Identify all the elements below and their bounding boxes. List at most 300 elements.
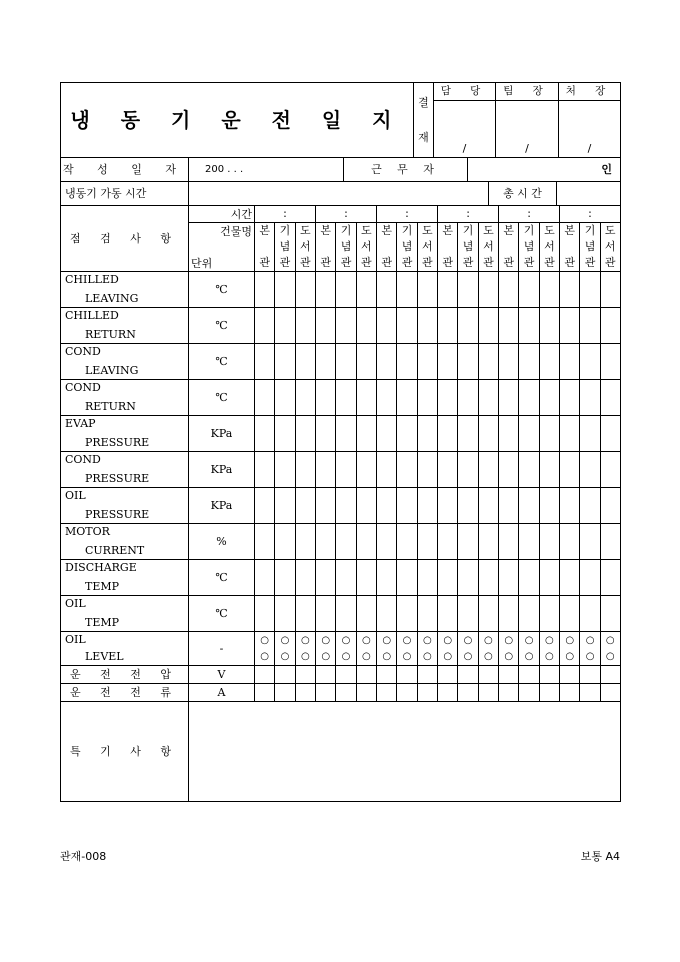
time-slot-5[interactable]: : [499,206,560,223]
reading-cell[interactable] [600,272,620,308]
reading-cell[interactable] [377,272,397,308]
reading-cell[interactable] [356,666,376,684]
reading-cell[interactable] [377,488,397,524]
reading-cell[interactable] [499,344,519,380]
reading-cell[interactable] [560,272,580,308]
reading-cell[interactable] [377,344,397,380]
reading-cell[interactable] [295,560,315,596]
unit-cell: - [189,632,255,666]
reading-cell[interactable] [438,524,458,560]
reading-cell[interactable] [397,344,417,380]
reading-cell[interactable] [438,596,458,632]
oil-level-cell[interactable] [275,632,295,666]
time-slot-6[interactable]: : [560,206,621,223]
reading-cell[interactable] [316,684,336,702]
reading-cell[interactable] [397,416,417,452]
building-name-char: 도 [356,223,376,240]
reading-cell[interactable] [560,308,580,344]
reading-cell[interactable] [356,344,376,380]
level-mark-icon: ○ [341,650,351,662]
reading-cell[interactable] [275,684,295,702]
building-label: 건물명 [189,223,255,240]
level-mark-icon: ○ [605,634,615,646]
reading-cell[interactable] [519,596,539,632]
reading-cell[interactable] [499,666,519,684]
reading-cell[interactable] [377,416,397,452]
building-name-char: 기 [397,223,417,240]
oil-level-cell[interactable] [600,632,620,666]
reading-cell[interactable] [539,560,559,596]
reading-cell[interactable] [336,416,356,452]
item-name-line1: OIL [65,633,86,646]
reading-cell[interactable] [580,596,600,632]
reading-cell[interactable] [438,452,458,488]
reading-cell[interactable] [417,380,437,416]
worker-field[interactable] [468,158,621,182]
reading-cell[interactable] [478,596,498,632]
reading-cell[interactable] [255,308,275,344]
item-name-line2: PRESSURE [85,472,150,485]
reading-cell[interactable] [255,560,275,596]
reading-cell[interactable] [580,344,600,380]
reading-cell[interactable] [519,308,539,344]
oil-level-cell[interactable] [356,632,376,666]
oil-level-cell[interactable] [255,632,275,666]
check-item-cond-leaving [61,344,189,380]
runtime-label: 냉동기 가동 시간 [61,182,189,206]
reading-cell[interactable] [600,308,620,344]
reading-cell[interactable] [580,488,600,524]
reading-cell[interactable] [377,666,397,684]
reading-cell[interactable] [275,344,295,380]
reading-cell[interactable] [356,380,376,416]
reading-cell[interactable] [600,596,620,632]
reading-cell[interactable] [295,666,315,684]
reading-cell[interactable] [478,416,498,452]
time-slot-3[interactable]: : [377,206,438,223]
reading-cell[interactable] [438,272,458,308]
reading-cell[interactable] [499,380,519,416]
reading-cell[interactable] [519,416,539,452]
reading-cell[interactable] [438,416,458,452]
reading-cell[interactable] [438,666,458,684]
reading-cell[interactable] [275,308,295,344]
reading-cell[interactable] [458,524,478,560]
reading-cell[interactable] [356,308,376,344]
reading-cell[interactable] [519,452,539,488]
reading-cell[interactable] [316,452,336,488]
reading-cell[interactable] [377,524,397,560]
reading-cell[interactable] [295,344,315,380]
reading-cell[interactable] [295,416,315,452]
reading-cell[interactable] [417,666,437,684]
reading-cell[interactable] [458,560,478,596]
level-mark-icon: ○ [321,650,331,662]
reading-cell[interactable] [275,596,295,632]
reading-cell[interactable] [499,452,519,488]
oil-level-cell[interactable] [377,632,397,666]
reading-cell[interactable] [377,452,397,488]
item-name-line1: MOTOR [65,525,110,538]
reading-cell[interactable] [316,416,336,452]
reading-cell[interactable] [458,344,478,380]
reading-cell[interactable] [519,684,539,702]
reading-cell[interactable] [275,452,295,488]
reading-cell[interactable] [275,666,295,684]
reading-cell[interactable] [458,380,478,416]
reading-cell[interactable] [600,380,620,416]
reading-cell[interactable] [316,488,336,524]
reading-cell[interactable] [580,560,600,596]
reading-cell[interactable] [499,272,519,308]
current-label: 운 전 전 류 [61,684,189,702]
check-item-cond-pressure [61,452,189,488]
reading-cell[interactable] [580,684,600,702]
reading-cell[interactable] [295,452,315,488]
reading-cell[interactable] [499,524,519,560]
oil-level-cell[interactable] [316,632,336,666]
date-field[interactable]: 200 . . . [189,158,344,182]
approval-sign-team-lead[interactable] [496,101,559,158]
reading-cell[interactable] [458,488,478,524]
reading-cell[interactable] [580,308,600,344]
time-slot-1[interactable]: : [255,206,316,223]
oil-level-cell[interactable] [438,632,458,666]
reading-cell[interactable] [255,524,275,560]
date-label: 작 성 일 자 [61,158,189,182]
oil-level-cell[interactable] [499,632,519,666]
oil-level-cell[interactable] [295,632,315,666]
reading-cell[interactable] [478,524,498,560]
unit-cell: ℃ [189,596,255,632]
reading-cell[interactable] [560,452,580,488]
reading-cell[interactable] [600,560,620,596]
reading-cell[interactable] [539,344,559,380]
reading-cell[interactable] [275,416,295,452]
reading-cell[interactable] [478,344,498,380]
oil-level-cell[interactable] [580,632,600,666]
reading-cell[interactable] [417,416,437,452]
reading-cell[interactable] [539,380,559,416]
reading-cell[interactable] [560,380,580,416]
reading-cell[interactable] [478,488,498,524]
reading-cell[interactable] [255,380,275,416]
runtime-field[interactable] [189,182,489,206]
reading-cell[interactable] [356,488,376,524]
oil-level-cell[interactable] [539,632,559,666]
reading-cell[interactable] [255,666,275,684]
reading-cell[interactable] [580,272,600,308]
reading-cell[interactable] [539,684,559,702]
reading-cell[interactable] [356,596,376,632]
reading-cell[interactable] [255,596,275,632]
reading-cell[interactable] [417,524,437,560]
reading-cell[interactable] [560,416,580,452]
reading-cell[interactable] [377,380,397,416]
reading-cell[interactable] [377,684,397,702]
reading-cell[interactable] [458,452,478,488]
reading-cell[interactable] [336,684,356,702]
reading-cell[interactable] [316,344,336,380]
reading-cell[interactable] [356,524,376,560]
reading-cell[interactable] [356,416,376,452]
reading-cell[interactable] [519,524,539,560]
reading-cell[interactable] [356,684,376,702]
unit-cell: KPa [189,416,255,452]
reading-cell[interactable] [499,416,519,452]
approval-sign-manager[interactable] [434,101,496,158]
unit-cell: V [189,666,255,684]
reading-cell[interactable] [275,560,295,596]
reading-cell[interactable] [600,344,620,380]
reading-cell[interactable] [478,380,498,416]
reading-cell[interactable] [255,272,275,308]
approval-role-team-lead: 팀 장 [496,83,559,101]
reading-cell[interactable] [316,380,336,416]
building-name-char: 도 [417,223,437,240]
building-name-char: 관 [316,255,336,272]
reading-cell[interactable] [438,380,458,416]
reading-cell[interactable] [499,684,519,702]
level-mark-icon: ○ [300,634,310,646]
reading-cell[interactable] [539,666,559,684]
header-table [60,82,621,158]
approval-label-bottom: 재 [418,131,429,144]
reading-cell[interactable] [397,560,417,596]
reading-cell[interactable] [397,524,417,560]
reading-cell[interactable] [336,596,356,632]
reading-cell[interactable] [295,380,315,416]
reading-cell[interactable] [397,308,417,344]
approval-role-manager: 담 당 [434,83,496,101]
reading-cell[interactable] [438,560,458,596]
reading-cell[interactable] [397,488,417,524]
reading-cell[interactable] [438,488,458,524]
reading-cell[interactable] [417,684,437,702]
reading-cell[interactable] [478,308,498,344]
reading-cell[interactable] [519,380,539,416]
building-name-char: 념 [275,239,295,255]
reading-cell[interactable] [356,272,376,308]
reading-cell[interactable] [539,488,559,524]
reading-cell[interactable] [478,452,498,488]
reading-cell[interactable] [580,380,600,416]
reading-cell[interactable] [356,560,376,596]
reading-cell[interactable] [560,666,580,684]
reading-cell[interactable] [438,344,458,380]
level-mark-icon: ○ [484,650,493,662]
building-name-char: 서 [295,239,315,255]
reading-cell[interactable] [295,684,315,702]
oil-level-cell[interactable] [417,632,437,666]
reading-cell[interactable] [519,666,539,684]
reading-cell[interactable] [600,666,620,684]
building-name-char: 관 [336,255,356,272]
reading-cell[interactable] [417,452,437,488]
reading-cell[interactable] [560,596,580,632]
reading-cell[interactable] [255,684,275,702]
oil-level-cell[interactable] [519,632,539,666]
level-mark-icon: ○ [443,634,453,646]
reading-cell[interactable] [316,308,336,344]
time-slot-4[interactable]: : [438,206,499,223]
reading-cell[interactable] [397,452,417,488]
unit-cell: % [189,524,255,560]
reading-cell[interactable] [539,596,559,632]
oil-level-cell[interactable] [478,632,498,666]
reading-cell[interactable] [458,596,478,632]
building-name-char: 기 [336,223,356,240]
reading-cell[interactable] [519,560,539,596]
reading-cell[interactable] [580,416,600,452]
approval-slash: / [525,142,529,155]
reading-cell[interactable] [438,684,458,702]
reading-cell[interactable] [560,488,580,524]
check-item-oil-pressure [61,488,189,524]
level-mark-icon: ○ [504,634,514,646]
level-mark-icon: ○ [565,634,575,646]
reading-cell[interactable] [560,560,580,596]
reading-cell[interactable] [295,524,315,560]
reading-cell[interactable] [397,684,417,702]
reading-cell[interactable] [316,560,336,596]
reading-cell[interactable] [539,416,559,452]
reading-cell[interactable] [336,344,356,380]
reading-cell[interactable] [336,560,356,596]
reading-cell[interactable] [255,488,275,524]
reading-cell[interactable] [580,524,600,560]
unit-cell: A [189,684,255,702]
reading-cell[interactable] [478,560,498,596]
reading-cell[interactable] [255,344,275,380]
reading-cell[interactable] [458,684,478,702]
reading-cell[interactable] [600,488,620,524]
reading-cell[interactable] [519,344,539,380]
reading-cell[interactable] [499,488,519,524]
reading-cell[interactable] [600,416,620,452]
reading-cell[interactable] [295,308,315,344]
building-name-char: 본 [438,223,458,240]
reading-cell[interactable] [417,596,437,632]
level-mark-icon: ○ [382,650,392,662]
reading-cell[interactable] [438,308,458,344]
reading-cell[interactable] [397,380,417,416]
reading-cell[interactable] [295,272,315,308]
reading-cell[interactable] [275,380,295,416]
reading-cell[interactable] [560,684,580,702]
reading-cell[interactable] [519,488,539,524]
check-items-label: 점 검 사 항 [61,206,189,272]
reading-cell[interactable] [295,596,315,632]
reading-cell[interactable] [499,308,519,344]
time-slot-2[interactable]: : [316,206,377,223]
worker-suffix: 인 [601,163,612,176]
reading-cell[interactable] [356,452,376,488]
reading-cell[interactable] [336,488,356,524]
reading-cell[interactable] [539,272,559,308]
level-mark-icon: ○ [402,634,412,646]
oil-level-cell[interactable] [336,632,356,666]
level-mark-icon: ○ [341,634,351,646]
reading-cell[interactable] [519,272,539,308]
reading-cell[interactable] [295,488,315,524]
reading-cell[interactable] [417,488,437,524]
reading-cell[interactable] [316,666,336,684]
reading-cell[interactable] [377,560,397,596]
oil-level-cell[interactable] [397,632,417,666]
unit-cell: KPa [189,488,255,524]
reading-cell[interactable] [397,272,417,308]
approval-sign-director[interactable] [559,101,621,158]
reading-cell[interactable] [539,524,559,560]
level-mark-icon: ○ [463,650,473,662]
reading-cell[interactable] [499,560,519,596]
reading-cell[interactable] [560,344,580,380]
reading-cell[interactable] [336,272,356,308]
building-name-char: 서 [600,239,620,255]
remarks-field[interactable] [189,702,621,802]
reading-cell[interactable] [458,416,478,452]
total-time-field[interactable] [557,182,621,206]
oil-level-cell[interactable] [458,632,478,666]
reading-cell[interactable] [580,452,600,488]
reading-cell[interactable] [478,272,498,308]
reading-cell[interactable] [458,272,478,308]
reading-cell[interactable] [580,666,600,684]
reading-cell[interactable] [397,666,417,684]
reading-cell[interactable] [255,452,275,488]
reading-cell[interactable] [336,524,356,560]
reading-cell[interactable] [458,308,478,344]
reading-cell[interactable] [275,524,295,560]
reading-cell[interactable] [255,416,275,452]
reading-cell[interactable] [336,452,356,488]
building-name-char: 관 [255,255,275,272]
reading-cell[interactable] [478,684,498,702]
reading-cell[interactable] [478,666,498,684]
item-name-line2: PRESSURE [85,508,150,521]
building-name-char: 서 [417,239,437,255]
reading-cell[interactable] [417,560,437,596]
item-name-line2: RETURN [85,328,136,341]
reading-cell[interactable] [336,666,356,684]
reading-cell[interactable] [600,452,620,488]
oil-level-cell[interactable] [560,632,580,666]
reading-cell[interactable] [417,308,437,344]
building-name-char: 관 [580,255,600,272]
reading-cell[interactable] [417,272,437,308]
reading-cell[interactable] [560,524,580,560]
reading-cell[interactable] [336,380,356,416]
reading-cell[interactable] [316,524,336,560]
reading-cell[interactable] [600,524,620,560]
reading-cell[interactable] [275,272,295,308]
reading-cell[interactable] [539,308,559,344]
reading-cell[interactable] [600,684,620,702]
reading-cell[interactable] [539,452,559,488]
reading-cell[interactable] [377,596,397,632]
reading-cell[interactable] [417,344,437,380]
reading-cell[interactable] [316,596,336,632]
reading-cell[interactable] [397,596,417,632]
reading-cell[interactable] [499,596,519,632]
reading-cell[interactable] [316,272,336,308]
reading-cell[interactable] [336,308,356,344]
reading-cell[interactable] [377,308,397,344]
reading-cell[interactable] [275,488,295,524]
reading-cell[interactable] [458,666,478,684]
paper-size: 보통 A4 [580,850,620,863]
